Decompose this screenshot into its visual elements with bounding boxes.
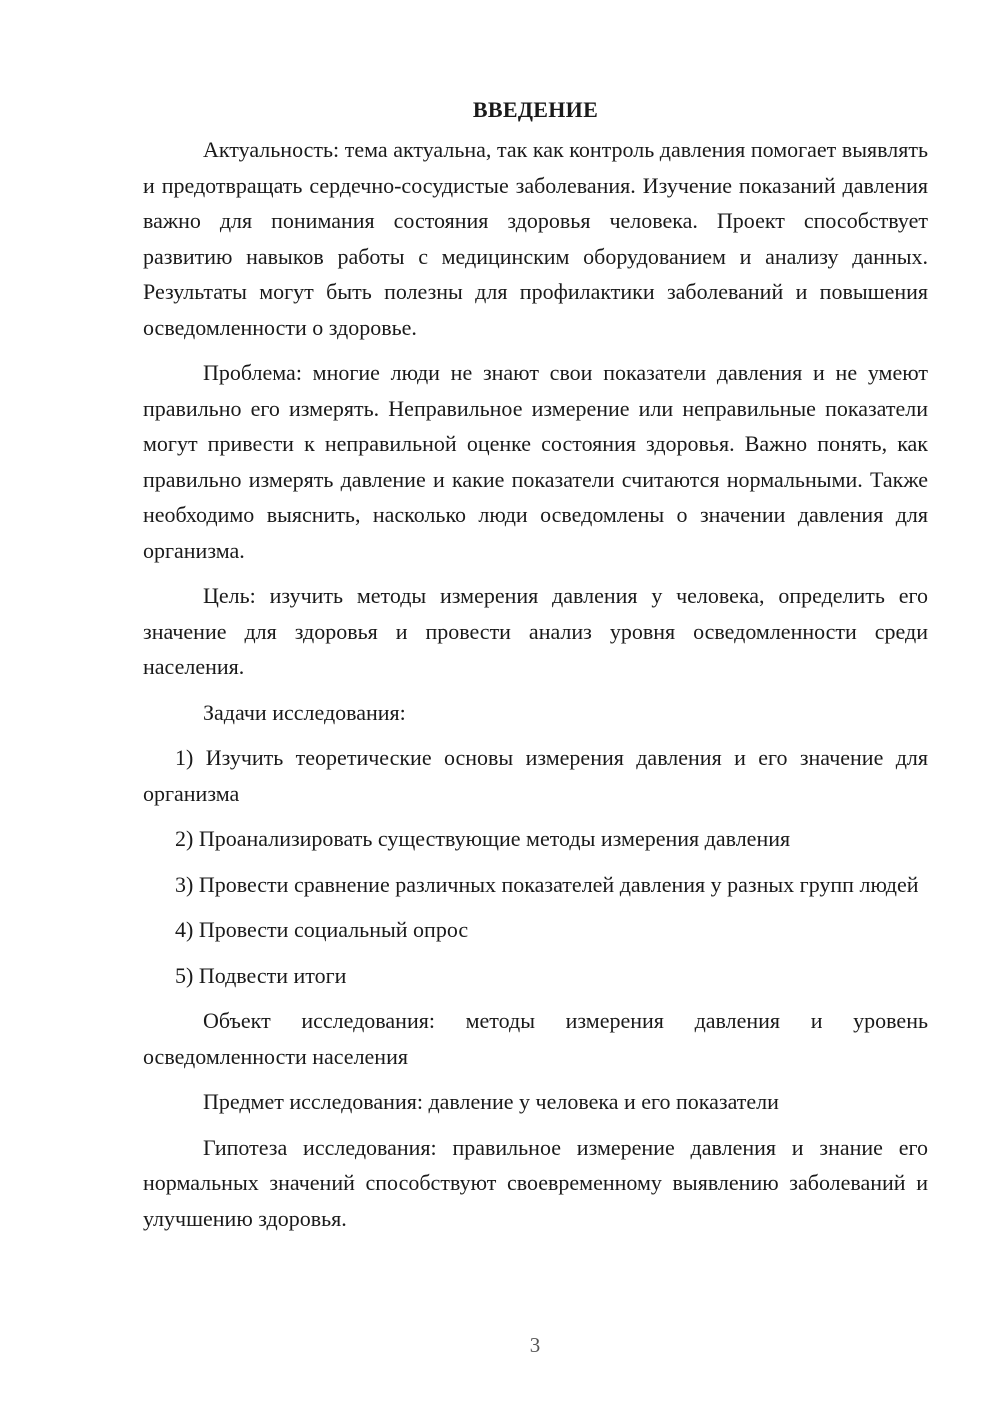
- paragraph-problem: Проблема: многие люди не знают свои показатели давления и не умеют правильно его измерять. Неправильное измерение или неправильные показатели могут привести к неправильной оценке состояния здоровья. Важно понять, как правильно измерять давление и какие показатели считаются нормальными. Также необходимо выяснить, насколько люди осведомлены о значении давления для организма.: [143, 360, 928, 563]
- task-item-5: 5) Подвести итоги: [175, 962, 347, 988]
- page-number: 3: [529, 1333, 541, 1357]
- paragraph-relevance: Актуальность: тема актуальна, так как контроль давления помогает выявлять и предотвращать сердечно-сосудистые заболевания. Изучение показаний давления важно для понимания состояния здоровья человека. Проект способствует развитию навыков работы с медицинским оборудованием и анализу данных. Результаты могут быть полезны для профилактики заболеваний и повышения осведомленности о здоровье.: [143, 137, 928, 340]
- paragraph-subject: Предмет исследования: давление у человека и его показатели: [203, 1089, 779, 1114]
- paragraph-goal: Цель: изучить методы измерения давления у человека, определить его значение для здоровья и провести анализ уровня осведомленности среди населения.: [143, 583, 928, 679]
- paragraph-object: Объект исследования: методы измерения давления и уровень осведомленности населения: [143, 1008, 928, 1069]
- task-item-1: 1) Изучить теоретические основы измерения давления и его значение для организма: [143, 745, 928, 806]
- section-title: ВВЕДЕНИЕ: [472, 97, 599, 122]
- paragraph-hypothesis: Гипотеза исследования: правильное измерение давления и знание его нормальных значений способствуют своевременному выявлению заболеваний и улучшению здоровья.: [143, 1134, 928, 1231]
- task-item-4: 4) Провести социальный опрос: [175, 917, 469, 942]
- document-page: [143, 92, 928, 1246]
- paragraph-tasks-heading: Задачи исследования:: [203, 699, 406, 725]
- task-item-3: 3) Провести сравнение различных показателей давления у разных групп людей: [175, 871, 919, 897]
- task-item-2: 2) Проанализировать существующие методы измерения давления: [175, 826, 791, 851]
